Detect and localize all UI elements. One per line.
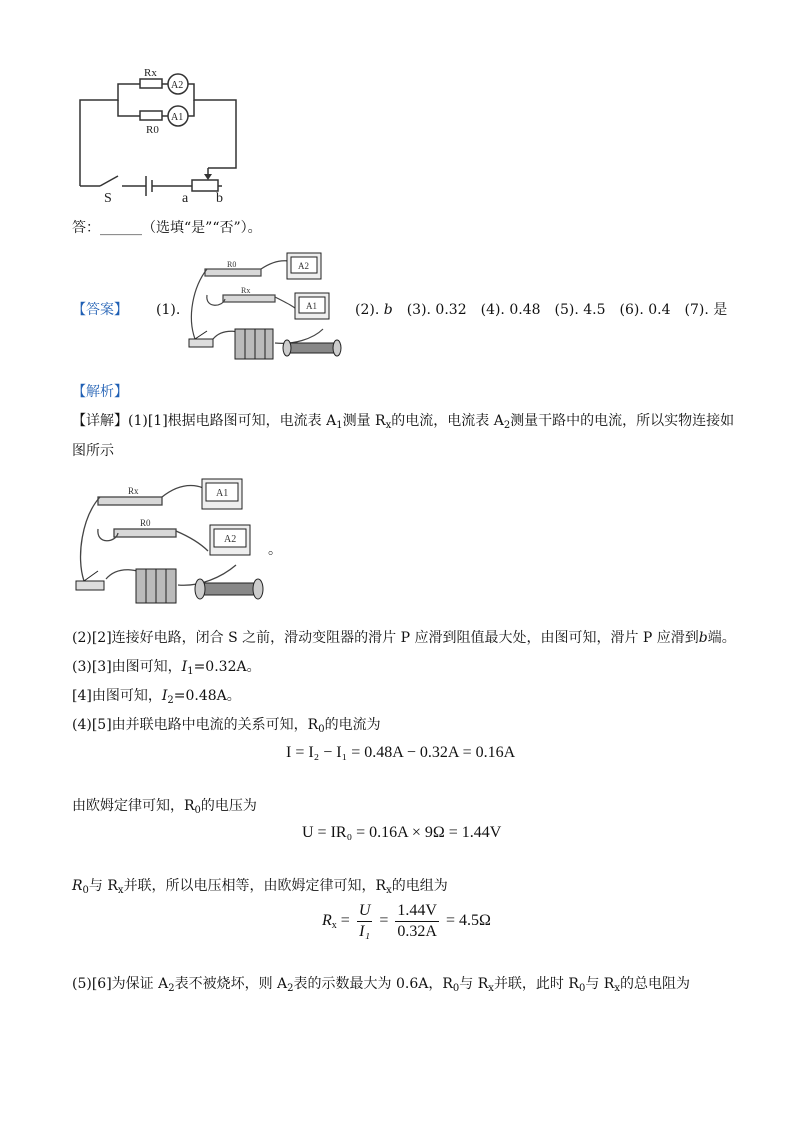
physical-circuit-photo-small [183, 247, 351, 373]
question-line [72, 218, 262, 238]
detail-p2: (2)[2]连接好电路，闭合 S 之前，滑动变阻器的滑片 P 应滑到阻值最大处，由图可知，滑片 P 应滑到b端。 [72, 630, 736, 646]
equation-current: I = I₂ − I₁ = 0.48A − 0.32A = 0.16A [286, 744, 516, 761]
eq3-denominator-1: I₁ [359, 923, 371, 940]
detail-p1: 【详解】(1)[1]根据电路图可知，电流表 $A_1$测量 $R_x$的电流，电流表 $A_2$测量干路中的电流，所以实物连接如 [72, 413, 735, 431]
question-prefix: 答： [72, 220, 100, 236]
answer-item2 [355, 300, 727, 320]
detail-p5: (4)[5]由并联电路中电流的关系可知，$R_0$的电流为 [72, 717, 381, 735]
answer-item1: (1). [156, 302, 181, 318]
figure-period: 。 [268, 542, 282, 558]
photo-large-a2-label: A2 [224, 534, 237, 545]
photo-r0-label: R0 [227, 260, 237, 269]
eq3-numerator-2: 1.44V [395, 902, 439, 922]
detail-p4: [4]由图可知，$I_2=0.48A$。 [72, 688, 241, 706]
answer-rest: (3). 0.32 (4). 0.48 (5). 4.5 (6). 0.4 (7). 是 [406, 302, 728, 318]
photo-a1-label: A1 [306, 301, 317, 311]
rx-label: Rx [144, 67, 157, 79]
photo-large-a1-label: A1 [216, 488, 229, 499]
answer-item2-value: b [383, 302, 393, 318]
detail-p3: (3)[3]由图可知，$I_1=0.32A$。 [72, 659, 261, 677]
detail-p7: $R_0$与 $R_x$并联，所以电压相等，由欧姆定律可知，$R_x$的电组为 [72, 878, 448, 896]
question-hint: （选填“是”“否”）。 [142, 220, 262, 236]
a2-label: A2 [171, 80, 184, 91]
switch-label: S [104, 191, 112, 206]
eq3-numerator-1: U [357, 902, 373, 922]
eq3-result: = 4.5Ω [445, 912, 491, 930]
answer-blank: ______ [100, 220, 142, 236]
terminal-b-label: b [216, 191, 223, 206]
photo-a2-label: A2 [298, 261, 309, 271]
equation-voltage: U = IR₀ = 0.16A × 9Ω = 1.44V [302, 824, 502, 841]
answer-tag: 【答案】 [72, 302, 128, 318]
answer-item2-label: (2). [355, 302, 380, 318]
photo-large-rx-label: Rx [128, 486, 139, 496]
detail-p1-line2: 图所示 [72, 443, 114, 459]
a1-label: A1 [171, 112, 184, 123]
terminal-a-label: a [182, 191, 189, 206]
analysis-tag: 【解析】 [72, 384, 128, 400]
detail-p6: 由欧姆定律可知，$R_0$的电压为 [72, 798, 257, 816]
r0-label: R0 [146, 124, 159, 136]
physical-circuit-photo-large [70, 473, 270, 613]
detail-p8: (5)[6]为保证 $A_2$表不被烧坏，则 $A_2$表的示数最大为 0.6A，$R_0$与 $R_x$并联，此时 $R_0$与 $R_x$的总电阻为 [72, 976, 690, 994]
eq3-denominator-2: 0.32A [397, 923, 437, 940]
detail-tag: 【详解】 [72, 413, 128, 429]
photo-large-r0-label: R0 [140, 518, 151, 528]
circuit-diagram [70, 60, 250, 210]
equation-resistance: $R_x$ = $\frac{U}{\text{I₁}}$ = $\frac{1.44V}{0.32A}$ = 4.5Ω [322, 902, 491, 940]
photo-rx-label: Rx [241, 286, 251, 295]
